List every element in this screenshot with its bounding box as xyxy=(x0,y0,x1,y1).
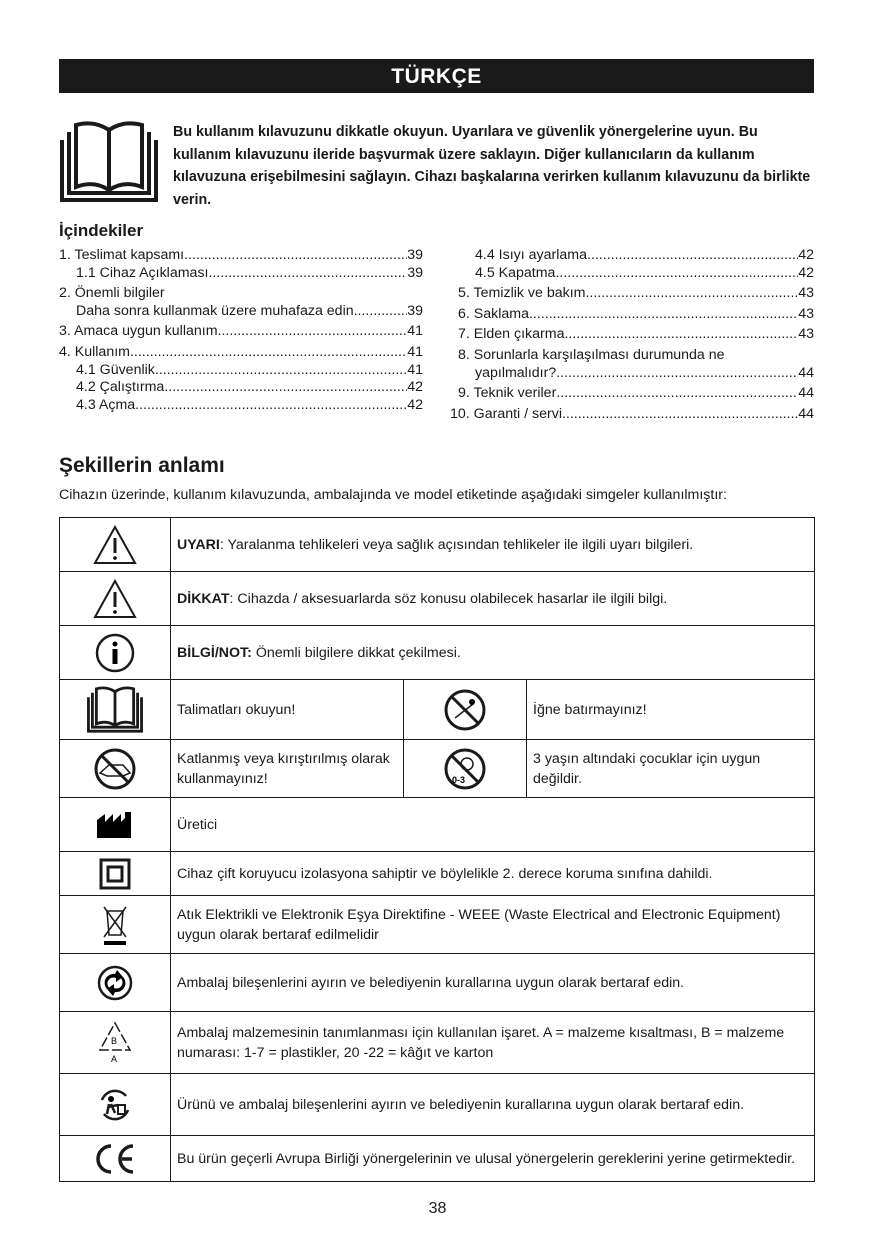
label-bold: DİKKAT xyxy=(177,590,230,607)
row-text: : Cihazda / aksesuarlarda söz konusu olabilecek hasarlar ile ilgili bilgi. xyxy=(229,590,668,607)
svg-text:B: B xyxy=(111,1035,118,1046)
info-icon xyxy=(95,633,135,673)
table-row xyxy=(60,1074,815,1136)
toc-item[interactable]: 10. Garanti / servi ..... 44 xyxy=(450,406,814,424)
svg-text:A: A xyxy=(111,1053,118,1064)
toc-item[interactable]: 1.1 Cihaz Açıklaması ..... 39 xyxy=(59,265,423,283)
language-banner: TÜRKÇE xyxy=(59,59,814,93)
row-text: Üretici xyxy=(171,798,815,852)
toc-item[interactable]: 4.3 Açma ..... 42 xyxy=(59,397,423,415)
toc-item[interactable]: 5. Temizlik ve bakım ..... 43 xyxy=(450,285,814,303)
toc-item[interactable]: 9. Teknik veriler ..... 44 xyxy=(450,385,814,403)
toc-item[interactable]: 6. Saklama ..... 43 xyxy=(450,306,814,324)
row-text: Talimatları okuyun! xyxy=(171,680,404,740)
weee-bin-icon xyxy=(100,903,130,947)
toc-right xyxy=(450,247,814,423)
toc-left xyxy=(59,247,423,414)
toc-item[interactable]: 4.5 Kapatma ..... 42 xyxy=(450,265,814,283)
book-icon xyxy=(59,120,159,205)
row-text: 3 yaşın altındaki çocuklar için uygun değildir. xyxy=(527,740,815,798)
toc-item[interactable]: 1. Teslimat kapsamı ..... 39 xyxy=(59,247,423,265)
symbols-table xyxy=(59,517,815,1182)
symbols-subtitle: Cihazın üzerinde, kullanım kılavuzunda, ambalajında ve model etiketinde aşağıdaki simgeler kullanılmıştır: xyxy=(59,487,727,503)
ce-mark-icon xyxy=(92,1143,138,1175)
not-for-children-icon xyxy=(443,747,487,791)
toc-item[interactable]: yapılmalıdır? ..... 44 xyxy=(450,365,814,383)
recycling-code-icon xyxy=(97,1020,133,1066)
toc-item[interactable]: 7. Elden çıkarma ..... 43 xyxy=(450,326,814,344)
table-row xyxy=(60,1012,815,1074)
toc-item[interactable]: 4.2 Çalıştırma ..... 42 xyxy=(59,379,423,397)
manufacturer-icon xyxy=(95,810,135,840)
table-row xyxy=(60,954,815,1012)
svg-text:0-3: 0-3 xyxy=(452,774,466,785)
double-insulation-icon xyxy=(99,858,131,890)
toc-item[interactable]: 2. Önemli bilgiler xyxy=(59,285,165,302)
row-text: Katlanmış veya kırıştırılmış olarak kullanmayınız! xyxy=(171,740,404,798)
green-dot-icon xyxy=(97,965,133,1001)
table-row xyxy=(60,798,815,852)
table-row xyxy=(60,1136,815,1182)
toc-item[interactable]: 4.1 Güvenlik ..... 41 xyxy=(59,362,423,380)
table-row xyxy=(60,518,815,572)
row-text: Cihaz çift koruyucu izolasyona sahiptir ve böylelikle 2. derece koruma sınıfına dahildi. xyxy=(171,852,815,896)
label-bold: BİLGİ/NOT: xyxy=(177,644,252,661)
no-needle-icon xyxy=(443,688,487,732)
read-instructions-icon xyxy=(86,686,144,734)
symbols-title: Şekillerin anlamı xyxy=(59,454,225,477)
intro-text: Bu kullanım kılavuzunu dikkatle okuyun. Uyarılara ve güvenlik yönergelerine uyun. Bu kullanım kılavuzunu ileride başvurmak üzere saklayın. Diğer kullanıcıların da kullanım kılavuzuna erişebilmesini sağlayın. Cihazı başkalarına verirken kullanım kılavuzunu da birlikte verin. xyxy=(173,124,811,208)
row-text: Ürünü ve ambalaj bileşenlerini ayırın ve belediyenin kurallarına uygun olarak bertaraf edin. xyxy=(171,1074,815,1136)
toc-item[interactable]: Daha sonra kullanmak üzere muhafaza edin ..... 39 xyxy=(59,303,423,321)
row-text: Ambalaj bileşenlerini ayırın ve belediyenin kurallarına uygun olarak bertaraf edin. xyxy=(171,954,815,1012)
row-text: Önemli bilgilere dikkat çekilmesi. xyxy=(251,644,461,661)
row-text: Atık Elektrikli ve Elektronik Eşya Direktifine - WEEE (Waste Electrical and Electronic Equipment) uygun olarak bertaraf edilmelidir xyxy=(171,896,815,954)
table-row xyxy=(60,626,815,680)
no-folding-icon xyxy=(93,747,137,791)
toc-item[interactable]: 8. Sorunlarla karşılaşılması durumunda ne xyxy=(458,346,725,363)
table-row xyxy=(60,896,815,954)
toc-title: İçindekiler xyxy=(59,221,144,240)
label-bold: UYARI xyxy=(177,536,220,553)
table-row xyxy=(60,740,815,798)
row-text: İğne batırmayınız! xyxy=(527,680,815,740)
row-text: Ambalaj malzemesinin tanımlanması için kullanılan işaret. A = malzeme kısaltması, B = malzeme numarası: 1-7 = plastikler, 20 -22 = kâğıt ve karton xyxy=(171,1012,815,1074)
toc-item[interactable]: 4. Kullanım ..... 41 xyxy=(59,344,423,362)
toc-item[interactable]: 4.4 Isıyı ayarlama ..... 42 xyxy=(450,247,814,265)
separate-waste-icon xyxy=(96,1086,134,1124)
caution-icon xyxy=(93,579,137,619)
row-text: : Yaralanma tehlikeleri veya sağlık açısından tehlikeler ile ilgili uyarı bilgileri. xyxy=(219,536,694,553)
table-row xyxy=(60,852,815,896)
table-row xyxy=(60,572,815,626)
table-row xyxy=(60,680,815,740)
warning-icon xyxy=(93,525,137,565)
toc-item[interactable]: 3. Amaca uygun kullanım ..... 41 xyxy=(59,323,423,341)
page-number: 38 xyxy=(428,1200,447,1217)
row-text: Bu ürün geçerli Avrupa Birliği yönergelerinin ve ulusal yönergelerin gereklerini yerine getirmektedir. xyxy=(171,1136,815,1182)
